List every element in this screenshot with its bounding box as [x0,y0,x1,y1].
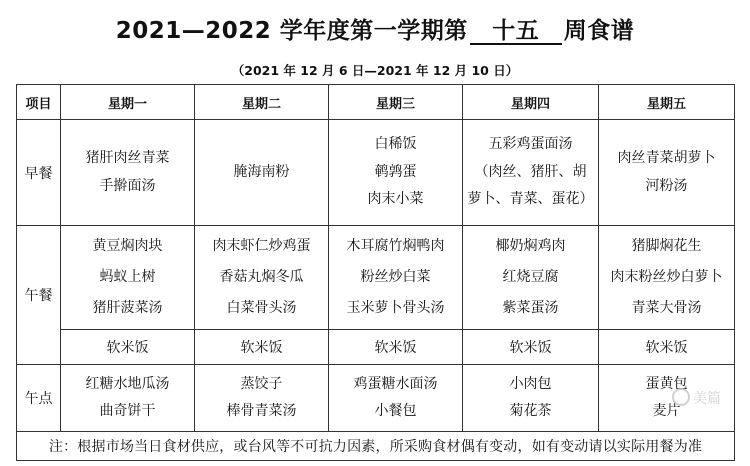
dish: 手擀面汤 [99,177,156,194]
lunch-monday [61,226,195,330]
dish: 蛋黄包 [645,375,688,392]
breakfast-tuesday [195,120,329,226]
dish: 红烧豆腐 [502,269,559,285]
dish: 小餐包 [374,403,417,419]
lunch-tuesday [195,226,329,330]
staple-tuesday: 软米饭 [195,330,329,365]
menu-title [0,12,750,45]
dish: 曲奇饼干 [99,403,156,419]
header-row [17,85,735,120]
snack-wednesday [329,365,463,432]
breakfast-wednesday [329,120,463,226]
header-tuesday: 星期二 [195,85,329,120]
lunch-friday [599,226,735,330]
dish: 玉米萝卜骨头汤 [346,300,445,316]
dish: 紫菜蛋汤 [502,300,559,316]
dish: 肉末小菜 [367,191,424,208]
dish: 肉末虾仁炒鸡蛋 [212,238,311,254]
week-number: 十五 [470,19,562,45]
snack-tuesday [195,365,329,432]
dish: 白菜骨头汤 [226,300,297,316]
dish: 鸡蛋糖水面汤 [353,375,438,392]
supply-note: 注：根据市场当日食材供应，或台风等不可抗力因素，所采购食材偶有变动，如有变动请以实际用餐为准 [17,432,735,461]
breakfast-friday [599,120,735,226]
watermark-logo-icon [672,388,690,406]
title-prefix: 2021—2022 学年度第一学期第 [115,18,468,44]
lunch-thursday [463,226,599,330]
dish: 肉丝青菜胡萝卜 [617,150,716,166]
watermark [672,388,721,408]
dish: 河粉汤 [645,177,688,194]
snack-thursday [463,365,599,432]
breakfast-thursday [463,120,599,226]
dish: 猪脚焖花生 [631,238,702,254]
date-range: （2021 年 12 月 6 日—2021 年 12 月 10 日） [231,63,519,78]
dish: （肉丝、猪肝、胡 [474,163,587,180]
header-thursday: 星期四 [463,85,599,120]
dish: 青菜大骨汤 [631,300,702,316]
staple-monday: 软米饭 [61,330,195,365]
dish: 鹌鹑蛋 [374,163,417,180]
breakfast-label: 早餐 [17,120,61,226]
dish: 蚂蚁上树 [99,269,156,285]
dish: 红糖水地瓜汤 [85,375,170,392]
staple-row [17,330,735,365]
snack-row [17,365,735,432]
watermark-text: 美篇 [693,391,721,407]
breakfast-monday [61,120,195,226]
staple-wednesday: 软米饭 [329,330,463,365]
header-friday: 星期五 [599,85,735,120]
breakfast-row [17,120,735,226]
snack-monday [61,365,195,432]
dish: 棒骨青菜汤 [226,403,297,419]
dish: 蒸饺子 [240,375,283,392]
dish: 白稀饭 [374,136,417,153]
staple-friday: 软米饭 [599,330,735,365]
header-monday: 星期一 [61,85,195,120]
staple-thursday: 软米饭 [463,330,599,365]
dish: 粉丝炒白菜 [360,269,431,285]
header-item: 项目 [17,85,61,120]
dish: 猪肝菠菜汤 [92,300,163,316]
dish: 菊花茶 [509,403,552,419]
lunch-row [17,226,735,330]
dish: 五彩鸡蛋面汤 [488,136,573,153]
lunch-label: 午餐 [17,226,61,365]
header-wednesday: 星期三 [329,85,463,120]
dish: 萝卜、青菜、蛋花） [467,191,594,208]
dish: 肉末粉丝炒白萝卜 [610,269,723,285]
dish: 猪肝肉丝青菜 [85,150,170,166]
dish: 香菇丸焖冬瓜 [219,269,304,285]
menu-table [16,84,735,461]
note-row [17,432,735,461]
dish: 麦片 [652,403,681,419]
dish: 黄豆焖肉块 [92,238,163,254]
dish: 椰奶焖鸡肉 [495,238,566,254]
dish: 木耳腐竹焖鸭肉 [346,238,445,254]
dish: 腌海南粉 [233,163,290,180]
snack-label: 午点 [17,365,61,432]
title-suffix: 周食谱 [563,18,635,44]
dish: 小肉包 [509,375,552,392]
lunch-wednesday [329,226,463,330]
